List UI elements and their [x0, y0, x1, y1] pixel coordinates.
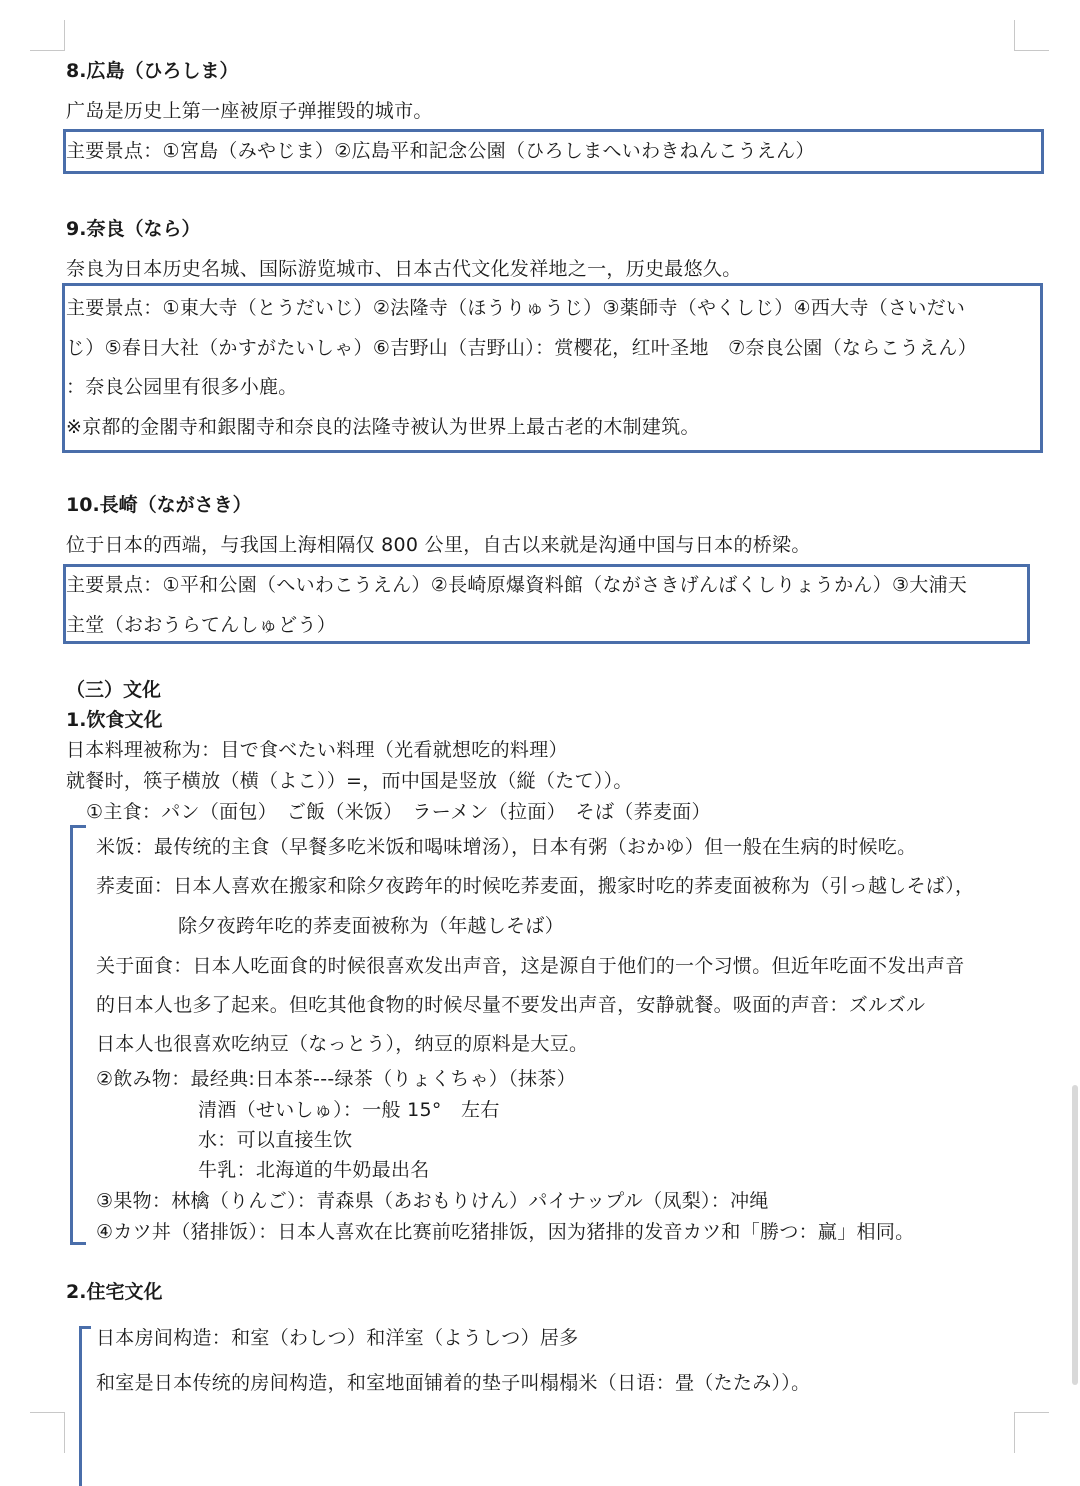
housing-bracket [79, 1326, 91, 1486]
nagasaki-spots-line-1: 主要景点：①平和公園（へいわこうえん）②長崎原爆資料館（ながさきげんばくしりょうかん）③大浦天 [66, 574, 968, 596]
corner-mark-top-right [1014, 20, 1049, 51]
nara-note: ※京都的金閣寺和銀閣寺和奈良的法隆寺被认为世界上最古老的木制建筑。 [66, 416, 700, 438]
food-fruit: ③果物：林檎（りんご）：青森県（あおもりけん）パイナップル（凤梨）：冲绳 [96, 1190, 769, 1212]
food-rice: 米饭：最传统的主食（早餐多吃米饭和喝味增汤），日本有粥（おかゆ）但一般在生病的时候吃。 [96, 836, 917, 858]
food-culture-heading: 1.饮食文化 [66, 709, 163, 731]
nara-description: 奈良为日本历史名城、国际游览城市、日本古代文化发祥地之一，历史最悠久。 [66, 258, 742, 280]
hiroshima-description: 广岛是历史上第一座被原子弹摧毁的城市。 [66, 100, 433, 122]
hiroshima-spots: 主要景点：①宮島（みやじま）②広島平和記念公園（ひろしまへいわきねんこうえん） [66, 140, 815, 162]
nara-spots-line-2: じ）⑤春日大社（かすがたいしゃ）⑥吉野山（吉野山）：赏樱花，红叶圣地 ⑦奈良公園（ならこうえん） [66, 337, 978, 359]
hiroshima-heading: 8.広島（ひろしま） [66, 60, 239, 82]
food-noodle-line-1: 关于面食：日本人吃面食的时候很喜欢发出声音，这是源自于他们的一个习惯。但近年吃面不发出声音 [96, 955, 965, 977]
housing-line-1: 日本房间构造：和室（わしつ）和洋室（ようしつ）居多 [96, 1327, 579, 1349]
food-line-2: 就餐时，筷子横放（横（よこ））=，而中国是竖放（縦（たて））。 [66, 770, 633, 792]
corner-mark-bottom-right [1014, 1412, 1049, 1453]
housing-culture-heading: 2.住宅文化 [66, 1281, 163, 1303]
food-drink-line-2: 清酒（せいしゅ）：一般 15° 左右 [198, 1099, 500, 1121]
corner-mark-bottom-left [30, 1412, 65, 1453]
food-drink-line-1: ②飲み物：最经典:日本茶---绿茶（りょくちゃ）（抹茶） [96, 1068, 576, 1090]
nara-spots-line-1: 主要景点：①東大寺（とうだいじ）②法隆寺（ほうりゅうじ）③薬師寺（やくしじ）④西大寺（さいだい [66, 297, 966, 319]
nagasaki-heading: 10.長崎（ながさき） [66, 494, 252, 516]
food-katsudon: ④カツ丼（猪排饭）：日本人喜欢在比赛前吃猪排饭，因为猪排的发音カツ和「勝つ：赢」相同。 [96, 1221, 915, 1243]
nagasaki-description: 位于日本的西端，与我国上海相隔仅 800 公里，自古以来就是沟通中国与日本的桥梁。 [66, 534, 811, 556]
food-soba-line-1: 荞麦面：日本人喜欢在搬家和除夕夜跨年的时候吃荞麦面，搬家时吃的荞麦面被称为（引っ越しそば）， [96, 875, 975, 897]
nara-spots-line-3: ：奈良公园里有很多小鹿。 [66, 376, 298, 398]
corner-mark-top-left [30, 20, 65, 51]
food-drink-line-3: 水：可以直接生饮 [198, 1129, 353, 1151]
nara-heading: 9.奈良（なら） [66, 218, 201, 240]
food-natto: 日本人也很喜欢吃纳豆（なっとう），纳豆的原料是大豆。 [96, 1033, 589, 1055]
food-bracket [70, 825, 86, 1245]
nagasaki-spots-line-2: 主堂（おおうらてんしゅどう） [66, 614, 337, 636]
housing-line-2: 和室是日本传统的房间构造，和室地面铺着的垫子叫榻榻米（日语：畳（たたみ））。 [96, 1372, 811, 1394]
food-line-1: 日本料理被称为：目で食べたい料理（光看就想吃的料理） [66, 739, 568, 761]
scrollbar[interactable] [1072, 1085, 1078, 1385]
culture-section-heading: （三）文化 [66, 679, 162, 701]
food-noodle-line-2: 的日本人也多了起来。但吃其他食物的时候尽量不要发出声音，安静就餐。吸面的声音：ズルズル [96, 994, 926, 1016]
food-staple: ①主食：パン（面包） ご飯（米饭） ラーメン（拉面） そば（荞麦面） [86, 801, 711, 823]
food-soba-line-2: 除夕夜跨年吃的荞麦面被称为（年越しそば） [178, 915, 565, 937]
food-drink-line-4: 牛乳：北海道的牛奶最出名 [198, 1159, 430, 1181]
